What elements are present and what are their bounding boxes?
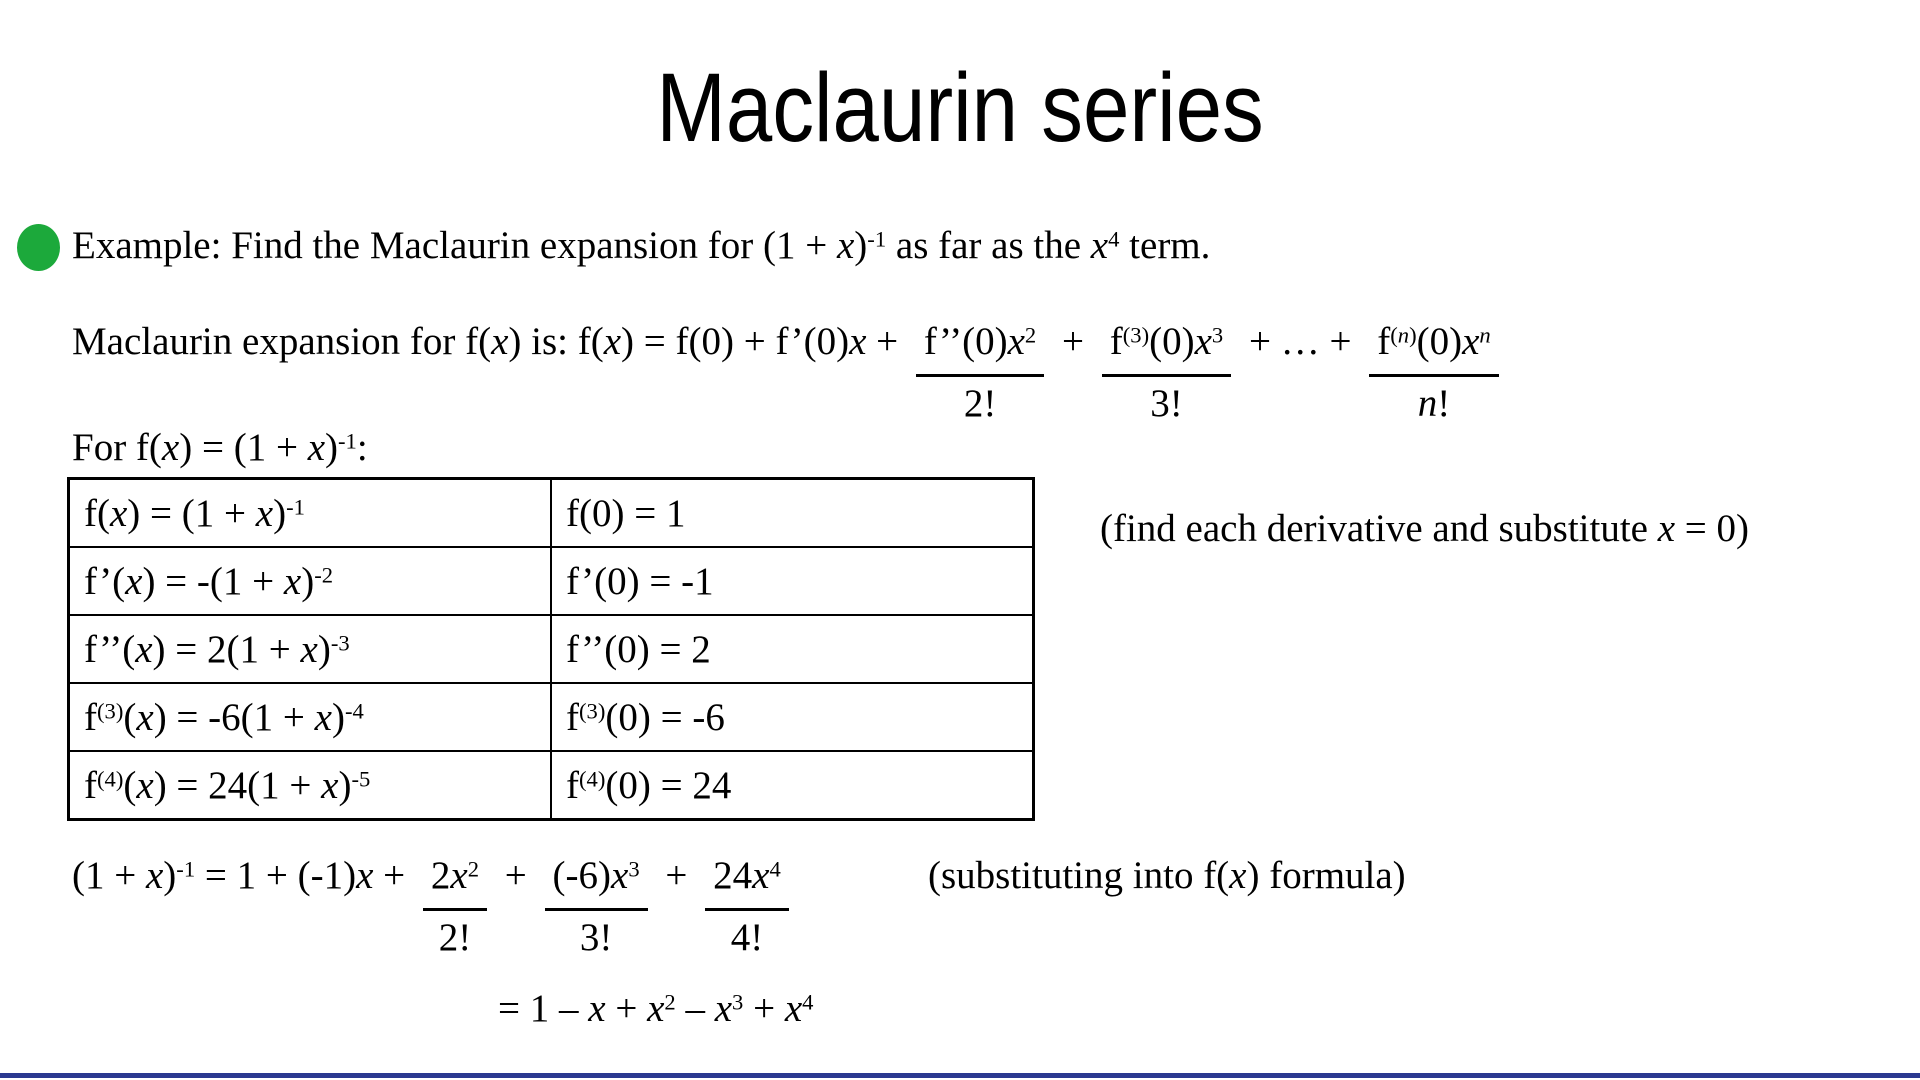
value-cell: $f^{(4)}(0) = 24$ — [551, 751, 1034, 820]
fraction-denominator: n! — [1417, 381, 1451, 425]
fraction-term-2 — [916, 318, 1044, 425]
fraction-term-3 — [1102, 318, 1231, 425]
result-line: = $1 - x + x^2 - x^3 + x^4$ — [498, 987, 814, 1030]
bottom-accent-bar — [0, 1073, 1920, 1078]
fraction-denominator: 2! — [438, 915, 472, 959]
fraction-term-n — [1369, 318, 1498, 425]
table-row — [69, 683, 1034, 751]
maclaurin-formula-intro: Maclaurin expansion for f(x) is: f(x) = f(0) + f’(0)x + — [72, 320, 899, 363]
fraction-numerator: $(-6)x^3$ — [545, 852, 648, 911]
fraction-numerator: $f^{(n)}(0)x^n$ — [1369, 318, 1498, 377]
fraction-denominator: 3! — [579, 915, 613, 959]
page-title: Maclaurin series — [656, 53, 1264, 162]
table-row — [69, 547, 1034, 615]
green-circle-bullet-icon — [17, 224, 60, 271]
ellipsis-plus: + … + — [1248, 320, 1352, 363]
table-row — [69, 615, 1034, 683]
value-cell: $f^{(3)}(0) = -6$ — [551, 683, 1034, 751]
value-cell: f’(0) = -1 — [551, 547, 1034, 615]
fraction-term-x4 — [705, 852, 789, 959]
maclaurin-formula-line — [72, 318, 1507, 425]
derivative-cell: $f(x) = (1 + x)^{-1}$ — [69, 479, 552, 548]
plus-sign: + — [504, 854, 527, 897]
plus-sign: + — [665, 854, 688, 897]
fraction-denominator: 2! — [963, 381, 997, 425]
fraction-numerator: $f^{(3)}(0)x^3$ — [1102, 318, 1231, 377]
fraction-numerator: $24x^4$ — [705, 852, 789, 911]
fraction-numerator: $f’’(0)x^2$ — [916, 318, 1044, 377]
fraction-denominator: 3! — [1150, 381, 1183, 425]
value-cell: f’’(0) = 2 — [551, 615, 1034, 683]
example-statement: Example: Find the Maclaurin expansion for $(1 + x)^{-1}$ as far as the $x^4$ term. — [72, 224, 1211, 267]
substituting-note: (substituting into f(x) formula) — [928, 854, 1406, 897]
derivatives-table — [67, 477, 1035, 821]
table-row — [69, 751, 1034, 820]
fraction-term-x3 — [545, 852, 648, 959]
table-row — [69, 479, 1034, 548]
fraction-numerator: $2x^2$ — [423, 852, 487, 911]
derivative-cell: $f^{(4)}(x) = 24(1 + x)^{-5}$ — [69, 751, 552, 820]
fraction-term-x2 — [423, 852, 487, 959]
fraction-denominator: 4! — [730, 915, 764, 959]
derivative-cell: f’’(x) = $2(1 + x)^{-3}$ — [69, 615, 552, 683]
derivative-cell: $f^{(3)}(x) = -6(1 + x)^{-4}$ — [69, 683, 552, 751]
for-function-line: For $f(x) = (1 + x)^{-1}$: — [72, 426, 368, 469]
derivative-cell: f’(x) = $-(1 + x)^{-2}$ — [69, 547, 552, 615]
find-derivative-note: (find each derivative and substitute x = 0) — [1100, 507, 1750, 550]
value-cell: f(0) = 1 — [551, 479, 1034, 548]
title-wrap — [0, 52, 1920, 164]
substitution-intro: $(1 + x)^{-1} = 1 + (-1)x$ + — [72, 854, 406, 897]
substitution-line — [72, 852, 797, 959]
plus-sign: + — [1061, 320, 1084, 363]
